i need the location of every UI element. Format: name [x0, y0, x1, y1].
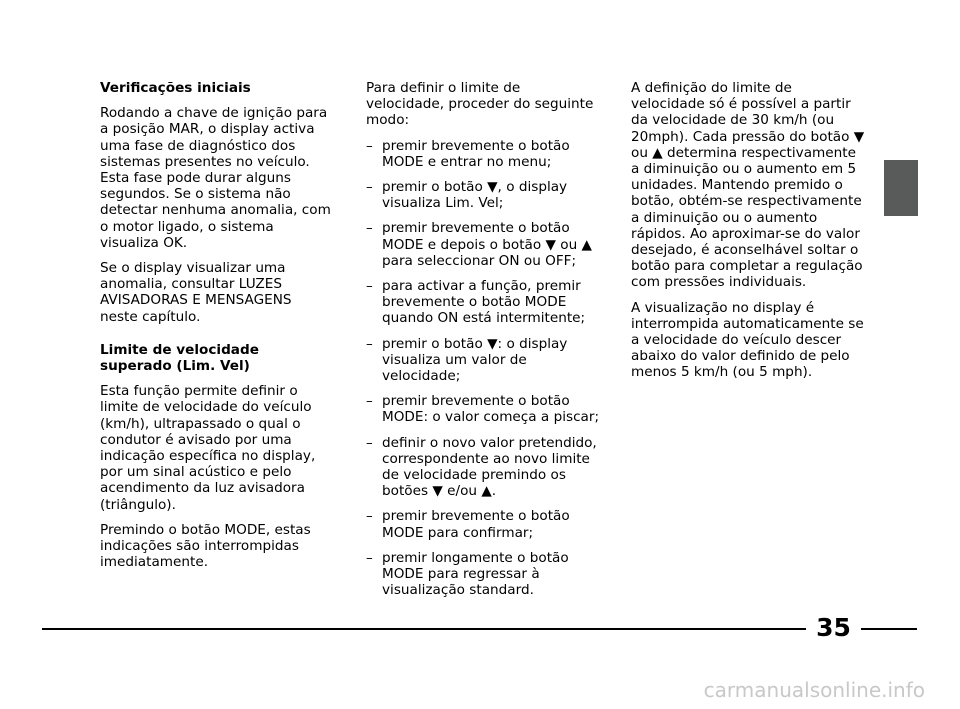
step-text: premir brevemente o botão MODE para confirmar;	[382, 508, 570, 541]
dash-bullet: –	[366, 179, 373, 196]
list-item	[366, 435, 601, 500]
dash-bullet: –	[366, 434, 373, 451]
step-text: para activar a função, premir brevemente o botão MODE quando ON está intermitente;	[382, 278, 586, 327]
page-number: 35	[816, 613, 851, 642]
list-item	[366, 508, 601, 540]
paragraph: Esta função permite definir o limite de velocidade do veículo (km/h), ultrapassado o qual o condutor é avisado por uma indicação específica no display, por um sinal acústico e pelo acendimento da luz avisadora (triângulo).	[100, 383, 316, 513]
step-text: premir brevemente o botão MODE e depois o botão ▼ ou ▲ para seleccionar ON ou OFF;	[382, 220, 592, 269]
dash-bullet: –	[366, 220, 373, 237]
step-text: premir o botão ▼, o display visualiza Lim. Vel;	[382, 179, 568, 212]
paragraph: Premindo o botão MODE, estas indicações são interrompidas imediatamente.	[100, 521, 311, 571]
dash-bullet: –	[366, 549, 373, 566]
list-item	[366, 278, 601, 327]
step-text: premir longamente o botão MODE para regressar à visualização standard.	[382, 549, 569, 599]
list-item	[366, 550, 601, 599]
dash-bullet: –	[366, 508, 373, 525]
column-right	[631, 80, 866, 390]
column-left	[100, 80, 332, 579]
list-item	[366, 220, 601, 269]
chapter-tab-marker	[884, 160, 918, 216]
column-middle	[366, 80, 601, 607]
list-item	[366, 336, 601, 385]
steps-list	[366, 138, 601, 599]
list-item	[366, 138, 601, 170]
section-heading-speed-limit: Limite de velocidade superado (Lim. Vel)	[100, 341, 259, 375]
paragraph-intro: Para definir o limite de velocidade, proceder do seguinte modo:	[366, 80, 594, 129]
paragraph: Rodando a chave de ignição para a posição MAR, o display activa uma fase de diagnóstico dos sistemas presentes no veículo. Esta fase pode durar alguns segundos. Se o sistema não detectar nenhuma anomalia, com o motor ligado, o sistema visualiza OK.	[100, 105, 331, 251]
list-item	[366, 179, 601, 211]
dash-bullet: –	[366, 335, 373, 352]
footer-rule-right	[861, 628, 917, 630]
list-item	[366, 393, 601, 425]
step-text: premir o botão ▼: o display visualiza um valor de velocidade;	[382, 335, 568, 385]
step-text: premir brevemente o botão MODE: o valor começa a piscar;	[382, 393, 600, 426]
paragraph: A definição do limite de velocidade só é possível a partir da velocidade de 30 km/h (ou 20mph). Cada pressão do botão ▼ ou ▲ determina respectivamente a diminuição ou o aumento em 5 unidades. Mantendo premido o botão, obtém-se respectivamente a diminuição ou o aumento rápidos. Ao aproximar-se do valor desejado, é aconselhável soltar o botão para completar a regulação com pressões individuais.	[631, 80, 865, 291]
paragraph: Se o display visualizar uma anomalia, consultar LUZES AVISADORAS E MENSAGENS neste capítulo.	[100, 260, 292, 325]
footer-rule-left	[42, 628, 806, 630]
step-text: premir brevemente o botão MODE e entrar no menu;	[382, 137, 570, 170]
dash-bullet: –	[366, 278, 373, 295]
dash-bullet: –	[366, 393, 373, 410]
step-text: definir o novo valor pretendido, correspondente ao novo limite de velocidade premindo os botões ▼ e/ou ▲.	[382, 434, 597, 500]
section-heading-initial-checks: Verificações iniciais	[100, 80, 251, 96]
dash-bullet: –	[366, 137, 373, 154]
paragraph: A visualização no display é interrompida automaticamente se a velocidade do veículo descer abaixo do valor definido de pelo menos 5 km/h (ou 5 mph).	[631, 299, 864, 381]
watermark: carmanualsonline.info	[703, 678, 925, 702]
